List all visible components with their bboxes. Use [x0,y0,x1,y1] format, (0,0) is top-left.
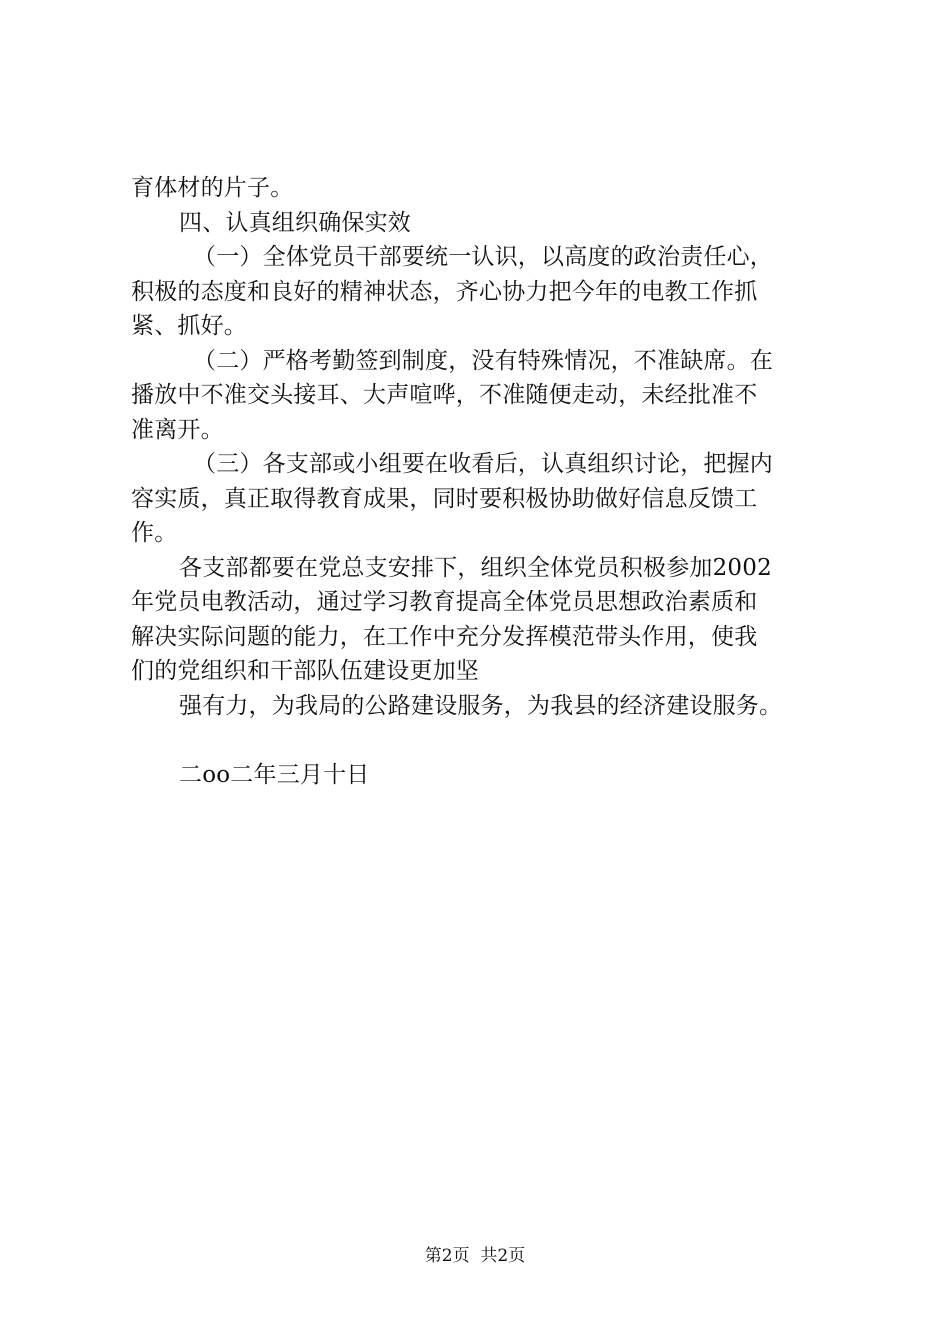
text-line: 各支部都要在党总支安排下，组织全体党员积极参加2002 [179,554,772,581]
section-heading: 四、认真组织确保实效 [179,209,411,236]
text-line: （三）各支部或小组要在收看后，认真组织讨论，把握内 [193,451,773,477]
text-line: 强有力，为我局的公路建设服务，为我县的经济建设服务。 [179,692,783,719]
document-date: 二oo二年三月十日 [179,761,370,788]
text-line: 作。 [131,520,178,546]
text-line: （一）全体党员干部要统一认识，以高度的政治责任心， [193,244,773,270]
document-body [131,171,831,792]
text-line: 积极的态度和良好的精神状态，齐心协力把今年的电教工作抓 [131,278,758,305]
text-line: 播放中不准交头接耳、大声喧哗，不准随便走动，未经批准不 [131,382,758,408]
text-line: 准离开。 [131,416,224,443]
text-line: 年党员电教活动，通过学习教育提高全体党员思想政治素质和 [131,589,758,615]
text-line: 们的党组织和干部队伍建设更加坚 [131,658,479,684]
text-line: 容实质，真正取得教育成果，同时要积极协助做好信息反馈工 [131,485,758,512]
page-number: 第2页 共2页 [424,1246,526,1266]
spacer [131,723,831,758]
text-line: （二）严格考勤签到制度，没有特殊情况，不准缺席。在 [193,347,773,374]
text-line: 育体材的片子。 [131,175,294,201]
page-footer [0,1246,950,1266]
text-line: 解决实际问题的能力，在工作中充分发挥模范带头作用，使我 [131,623,758,650]
text-line: 紧、抓好。 [131,313,247,339]
